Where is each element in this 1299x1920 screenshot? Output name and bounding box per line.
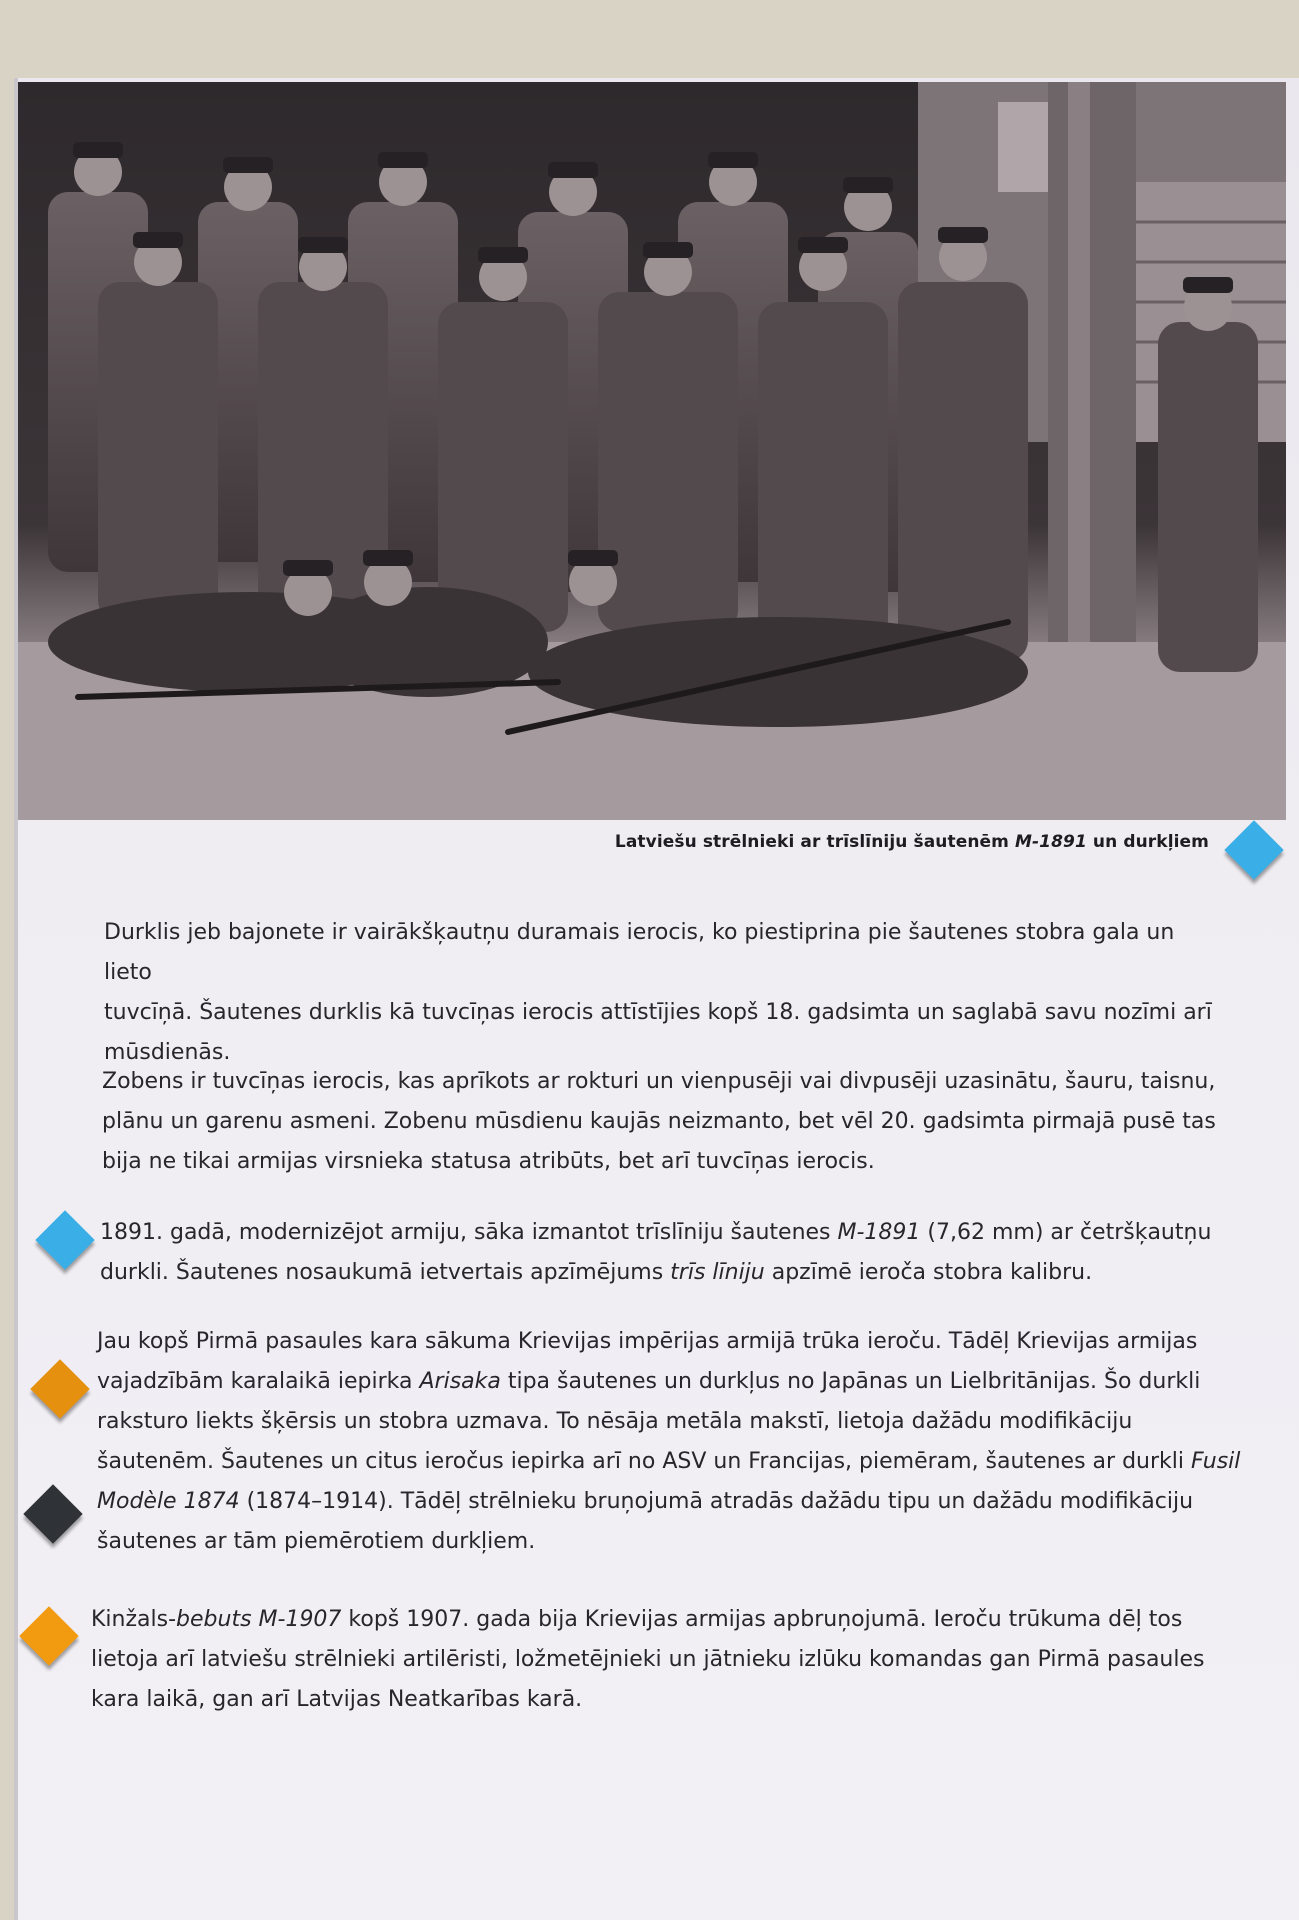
historical-photo — [18, 82, 1286, 820]
text-line: Durklis jeb bajonete ir vairākšķautņu duramais ierocis, ko piestiprina pie šautenes stobra gala un lieto — [104, 920, 1175, 985]
text-line: šautenes ar tām piemērotiem durkļiem. — [97, 1529, 536, 1554]
text-line: kara laikā, gan arī Latvijas Neatkarības karā. — [91, 1687, 583, 1712]
soldiers-photo-icon — [18, 82, 1286, 820]
text-line: mūsdienās. — [104, 1040, 231, 1065]
text-line: plānu un garenu asmeni. Zobenu mūsdienu kaujās neizmanto, bet vēl 20. gadsimta pirmajā pusē tas — [102, 1109, 1216, 1134]
text-line: vajadzībām karalaikā iepirka Arisaka tipa šautenes un durkļus no Japānas un Lielbritānijas. Šo durkli — [97, 1369, 1201, 1394]
photo-caption: Latviešu strēlnieki ar trīslīniju šautenēm M-1891 un durkļiem — [614, 832, 1209, 852]
paragraph-bebut — [91, 1600, 1251, 1720]
text-line: durkli. Šautenes nosaukumā ietvertais apzīmējums trīs līniju apzīmē ieroča stobra kalibru. — [100, 1260, 1093, 1285]
text-line: tuvcīņā. Šautenes durklis kā tuvcīņas ierocis attīstījies kopš 18. gadsimta un saglabā savu nozīmi arī — [104, 1000, 1212, 1025]
text-line: 1891. gadā, modernizējot armiju, sāka izmantot trīslīniju šautenes M-1891 (7,62 mm) ar četršķautņu — [100, 1220, 1212, 1245]
paragraph-m1891 — [100, 1213, 1220, 1293]
text-line: Kinžals-bebuts M-1907 kopš 1907. gada bija Krievijas armijas apbruņojumā. Ieroču trūkuma dēļ tos — [91, 1607, 1183, 1632]
paragraph-arisaka — [97, 1322, 1247, 1562]
text-line: Modèle 1874 (1874–1914). Tādēļ strēlnieku bruņojumā atradās dažādu tipu un dažādu modifikāciju — [97, 1489, 1194, 1514]
text-line: šautenēm. Šautenes un citus ieročus iepirka arī no ASV un Francijas, piemēram, šautenes ar durkli Fusil — [97, 1449, 1241, 1474]
text-line: lietoja arī latviešu strēlnieki artilēristi, ložmetējnieki un jātnieku izlūku komandas gan Pirmā pasaules — [91, 1647, 1205, 1672]
text-line: raksturo liekts šķērsis un stobra uzmava. To nēsāja metāla makstī, lietoja dažādu modifikāciju — [97, 1409, 1133, 1434]
paragraph-bayonet — [104, 913, 1224, 1073]
text-line: bija ne tikai armijas virsnieka statusa atribūts, bet arī tuvcīņas ierocis. — [102, 1149, 875, 1174]
paragraph-sabre — [102, 1062, 1222, 1182]
text-line: Zobens ir tuvcīņas ierocis, kas aprīkots ar rokturi un vienpusēji vai divpusēji uzasinātu, šauru, taisnu, — [102, 1069, 1216, 1094]
text-line: Jau kopš Pirmā pasaules kara sākuma Krievijas impērijas armijā trūka ieroču. Tādēļ Krievijas armijas — [97, 1329, 1198, 1354]
